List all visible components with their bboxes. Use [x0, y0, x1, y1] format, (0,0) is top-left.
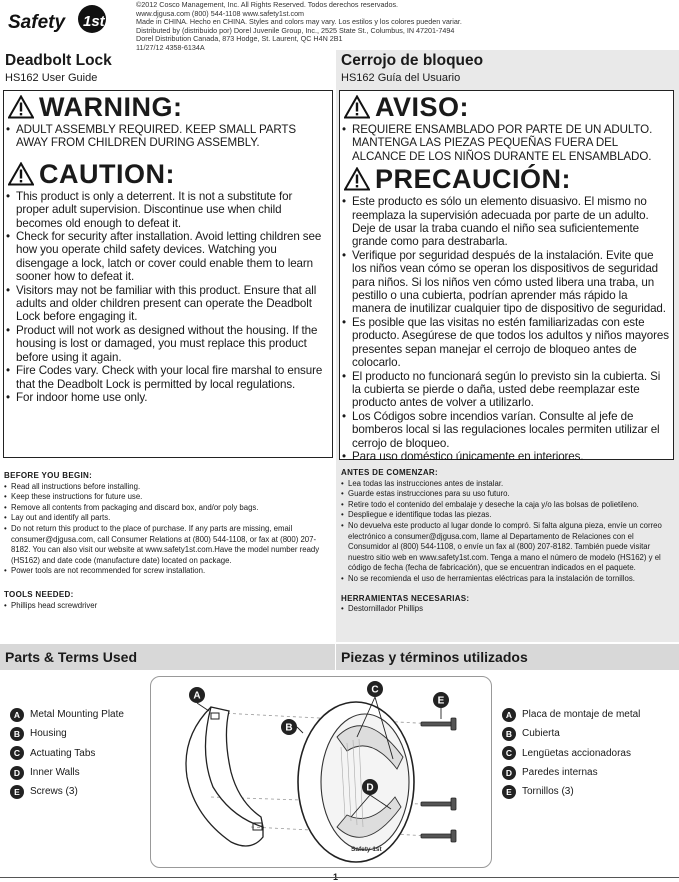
list-item: • No devuelva este producto al lugar donde lo compró. Si falta alguna pieza, envíe un correo electrónico a consumer@djgusa.com, llame al Departamento de Relaciones con el Consumidor al (800) 544-1108, o envíe un fax al (800) 207-8182. También puede visitar nuestro sitio web en www.safety1st.com. Tenga a mano el número de modelo (HS162) y el código de fecha (fecha de fabricación), que se encuentran indicados en el paquete.: [341, 521, 675, 574]
caution-item: • For indoor home use only.: [4, 391, 328, 404]
part-label: Inner Walls: [30, 767, 80, 779]
part-label: Housing: [30, 728, 67, 740]
list-item: • Read all instructions before installing.: [4, 482, 332, 493]
part-label: Tornillos (3): [522, 786, 574, 798]
part-label: Actuating Tabs: [30, 747, 96, 759]
warning-label: WARNING:: [39, 92, 183, 122]
caution-item: • Este producto es sólo un elemento disuasivo. El mismo no reemplaza la supervisión adecuada por parte de un adulto. Deje de usar la traba cuando el niño sea suficientemente grande como para destrabarla.: [340, 195, 669, 249]
part-label: Cubierta: [522, 728, 560, 740]
svg-text:Safety: Safety: [8, 12, 66, 33]
caution-item: • Fire Codes vary. Check with your local fire marshal to ensure that the Deadbolt Lock is permitted by local regulations.: [4, 364, 328, 391]
copyright-line: 11/27/12 4358-6134A: [136, 42, 205, 52]
list-item: • Destornillador Phillips: [341, 604, 675, 615]
section-heading: ANTES DE COMENZAR:: [341, 468, 438, 477]
parts-diagram-illustration: [151, 677, 493, 869]
part-letter-badge: A: [10, 708, 24, 722]
part-letter-badge: D: [10, 766, 24, 780]
part-row: [502, 724, 640, 743]
safety-1st-logo: [6, 2, 116, 44]
before-you-begin-en: [4, 471, 332, 611]
caution-label: CAUTION:: [39, 158, 175, 189]
caution-item: • Verifique por seguridad después de la instalación. Evite que los niños vean cómo se operan los dispositivos de seguridad para niños. Si los niños ven cómo usted libera una traba, un pestillo o una cubierta, podrían aprender más rápido la manera de inutilizar cualquier tipo de dispositivo de seguridad.: [340, 249, 669, 316]
title-en: Deadbolt Lock: [5, 52, 112, 69]
screw-icon: [421, 718, 456, 842]
part-letter-badge: E: [502, 785, 516, 799]
bottom-rule: [0, 877, 679, 878]
part-label: Screws (3): [30, 786, 78, 798]
part-row: [10, 744, 124, 763]
parts-list-en: [10, 705, 124, 801]
caution-item: • Check for security after installation. Avoid letting children see how you operate child safety devices. Watching you disengage a lock, latch or cover could enable them to learn sooner how to defeat it.: [4, 230, 328, 284]
copyright-line: www.djgusa.com (800) 544-1108 www.safety1st.com: [136, 8, 305, 18]
copyright-line: Made in CHINA. Hecho en CHINA. Styles and colors may vary. Los estilos y los colores pueden variar.: [136, 17, 462, 27]
list-item: • Keep these instructions for future use.: [4, 492, 332, 503]
part-letter-badge: C: [10, 746, 24, 760]
list-item: • Lea todas las instrucciones antes de instalar.: [341, 479, 675, 490]
list-item: • Remove all contents from packaging and discard box, and/or poly bags.: [4, 503, 332, 514]
part-letter-badge: D: [502, 766, 516, 780]
part-label: Paredes internas: [522, 767, 598, 779]
copyright-line: Dorel Distribution Canada, 873 Hodge, St. Laurent, QC H4N 2B1: [136, 34, 343, 44]
caution-item: • El producto no funcionará según lo previsto sin la cubierta. Si la cubierta se pierde o daña, usted debe reemplazar este producto antes de volver a utilizarlo.: [340, 370, 669, 410]
warning-triangle-icon: [344, 167, 370, 191]
diagram-label-d: D: [366, 782, 374, 794]
warning-triangle-icon: [344, 95, 370, 119]
housing-brand: Safety 1st: [351, 846, 382, 853]
caution-heading-es: [344, 165, 673, 193]
warning-box-es: [339, 90, 674, 463]
warning-label: AVISO:: [375, 92, 470, 122]
diagram-label-e: E: [437, 695, 445, 707]
parts-diagram: [150, 676, 492, 868]
subtitle-en: HS162 User Guide: [5, 72, 98, 84]
list-item: • Do not return this product to the place of purchase. If any parts are missing, email consumer@djgusa.com, call Consumer Relations at (800) 544-1108, or fax at (800) 207-8182. You can also visit our website at www.safety1st.com.Have the model number ready (HS162) and date code (manufacture date) located on package.: [4, 524, 332, 566]
diagram-label-a: A: [193, 690, 201, 702]
part-letter-badge: E: [10, 785, 24, 799]
list-item: • No se recomienda el uso de herramientas eléctricas para la instalación de tornillos.: [341, 574, 675, 585]
list-item: • Power tools are not recommended for screw installation.: [4, 566, 332, 577]
diagram-label-b: B: [285, 722, 293, 734]
svg-text:1st: 1st: [83, 13, 105, 30]
caution-label: PRECAUCIÓN:: [375, 164, 572, 195]
before-you-begin-es: [341, 468, 675, 615]
caution-item: • Los Códigos sobre incendios varían. Consulte al jefe de bomberos local si las regulaciones locales permiten utilizar el cerrojo de bloqueo.: [340, 410, 669, 450]
list-item: • Despliegue e identifique todas las piezas.: [341, 510, 675, 521]
part-letter-badge: C: [502, 746, 516, 760]
warning-heading-en: [8, 93, 332, 121]
caution-item: • Es posible que las visitas no estén familiarizadas con este producto. Asegúrese de que todos los adultos y niños mayores presentes sepan manejar el cerrojo de bloqueo antes de colocarlo.: [340, 316, 669, 370]
part-letter-badge: A: [502, 708, 516, 722]
part-letter-badge: B: [502, 727, 516, 741]
parts-bar-es: Piezas y términos utilizados: [336, 644, 679, 670]
warning-triangle-icon: [8, 162, 34, 186]
part-row: [502, 744, 640, 763]
copyright-line: ©2012 Cosco Management, Inc. All Rights Reserved. Todos derechos reservados.: [136, 0, 399, 9]
part-row: [10, 724, 124, 743]
metal-mounting-plate-drawing: [186, 707, 263, 846]
warning-item: • ADULT ASSEMBLY REQUIRED. KEEP SMALL PARTS AWAY FROM CHILDREN DURING ASSEMBLY.: [4, 123, 328, 150]
caution-item: • Product will not work as designed without the housing. If the housing is lost or damaged, you must replace this product before using it again.: [4, 324, 328, 364]
list-item: • Phillips head screwdriver: [4, 601, 332, 612]
subtitle-es: HS162 Guía del Usuario: [341, 72, 461, 84]
warning-heading-es: [344, 93, 673, 121]
housing-drawing: [298, 702, 414, 862]
part-label: Metal Mounting Plate: [30, 709, 124, 721]
title-es: Cerrojo de bloqueo: [341, 52, 484, 69]
part-row: [502, 763, 640, 782]
section-heading: BEFORE YOU BEGIN:: [4, 471, 93, 480]
parts-list-es: [502, 705, 640, 801]
copyright-block: [136, 1, 676, 53]
parts-bar-en: Parts & Terms Used: [0, 644, 335, 670]
list-item: • Retire todo el contenido del embalaje y deseche la caja y/o las bolsas de polietileno.: [341, 500, 675, 511]
list-item: • Lay out and identify all parts.: [4, 513, 332, 524]
section-heading: HERRAMIENTAS NECESARIAS:: [341, 593, 470, 603]
warning-box-en: [3, 90, 333, 458]
caution-item: • Visitors may not be familiar with this product. Ensure that all adults and older children present can operate the Deadbolt Lock before engaging it.: [4, 284, 328, 324]
caution-item: • This product is only a deterrent. It is not a substitute for proper adult supervision. Discontinue use when child becomes old enough to defeat it.: [4, 190, 328, 230]
list-item: • Guarde estas instrucciones para su uso futuro.: [341, 489, 675, 500]
part-letter-badge: B: [10, 727, 24, 741]
caution-item: • Para uso doméstico únicamente en interiores.: [340, 450, 669, 463]
caution-heading-en: [8, 160, 332, 188]
warning-triangle-icon: [8, 95, 34, 119]
part-label: Placa de montaje de metal: [522, 709, 641, 721]
part-row: [10, 782, 124, 801]
diagram-label-c: C: [371, 684, 379, 696]
section-heading: TOOLS NEEDED:: [4, 589, 74, 599]
part-row: [502, 782, 640, 801]
part-row: [10, 705, 124, 724]
copyright-line: Distributed by (distribuido por) Dorel Juvenile Group, Inc., 2525 State St., Columbus, IN 47201-7494: [136, 25, 455, 35]
part-label: Lengüetas accionadoras: [522, 747, 631, 759]
part-row: [10, 763, 124, 782]
part-row: [502, 705, 640, 724]
warning-item: • REQUIERE ENSAMBLADO POR PARTE DE UN ADULTO. MANTENGA LAS PIEZAS PEQUEÑAS FUERA DEL ALCANCE DE LOS NIÑOS DURANTE EL ENSAMBLADO.: [340, 123, 669, 163]
